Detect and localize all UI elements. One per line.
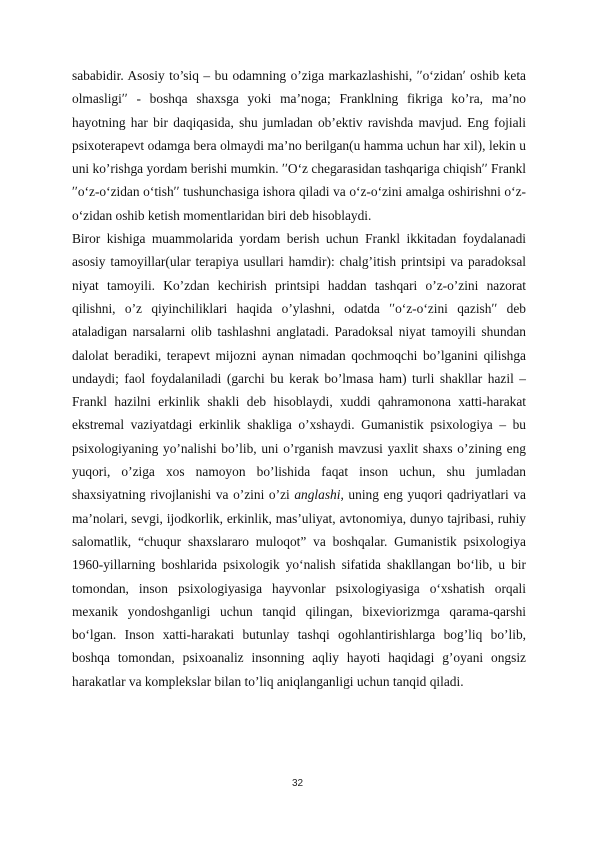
paragraph-1: sababidir. Asosiy to’siq – bu odamning o’ziga markazlashishi, ʹʹoʻzidanʹ oshib keta olmasligiʹʹ - boshqa shaxsga yoki ma’noga; Franklning fikriga ko’ra, ma’no hayotning har bir daqiqasida, shu jumladan ob’ektiv ravishda mavjud. Eng fojiali psixoterapevt odamga bera olmaydi ma’no berilgan(u hamma uchun har xil), lekin u uni ko’rishga yordam berishi mumkin. ʹʹOʻz chegarasidan tashqariga chiqishʹʹ Frankl ʹʹoʻz-oʻzidan oʻtishʹʹ tushunchasiga ishora qiladi va oʻz-oʻzini amalga oshirishni oʻz-oʻzidan oshib ketish momentlaridan biri deb hisoblaydi. bbox=[72, 68, 526, 223]
italic-term: anglashi bbox=[294, 487, 341, 503]
paragraph-2-tail: , uning eng yuqori qadriyatlari va ma’nolari, sevgi, ijodkorlik, erkinlik, mas’uliyat, avtonomiya, dunyo tajribasi, ruhiy salomatlik, “chuqur shaxslararo muloqot” va boshqalar. Gumanistik psixologiya 1960-yillarning boshlarida psixologik yoʻnalish sifatida shakllangan boʻlib, u bir tomondan, inson psixologiyasiga hayvonlar psixologiyasiga oʻxshatish orqali mexanik yondoshganligi uchun tanqid qilingan, bixeviorizmga qarama-qarshi boʻlgan. Inson xatti-harakati butunlay tashqi ogohlantirishlarga bog’liq bo’lib, boshqa tomondan, psixoanaliz insonning aqliy hayoti haqidagi g’oyani ongsiz harakatlar va komplekslar bilan to’liq aniqlanganligi uchun tanqid qiladi. bbox=[72, 487, 526, 689]
paragraph-2-text: Biror kishiga muammolarida yordam berish uchun Frankl ikkitadan foydalanadi asosiy tamoyillar(ular terapiya usullari hamdir): chalg’itish printsipi va paradoksal niyat tamoyili. Ko’zdan kechirish printsipi haddan tashqari o’z-o’zini nazorat qilishni, o’z qiyinchiliklari haqida o’ylashni, odatda ʹʹoʻz-oʻzini qazishʹʹ deb ataladigan narsalarni olib tashlashni anglatadi. Paradoksal niyat tamoyili shundan dalolat beradiki, terapevt mijozni aynan nimadan qochmoqchi bo’lganini qilishga undaydi; faol foydalaniladi (garchi bu kerak bo’lmasa ham) turli shakllar hazil – Frankl hazilni erkinlik shakli deb hisoblaydi, xuddi qahramonona xatti-harakat ekstremal vaziyatdagi erkinlik shakliga o’xshaydi. Gumanistik psixologiya – bu psixologiyaning yo’nalishi bo’lib, uni o’rganish mavzusi yaxlit shaxs o’zining eng yuqori, o’ziga xos namoyon bo’lishida faqat inson uchun, shu jumladan shaxsiyatning rivojlanishi va o’zini o’zi bbox=[72, 231, 526, 503]
document-page bbox=[72, 64, 526, 693]
page-number: 32 bbox=[291, 778, 304, 789]
paragraph-2 bbox=[72, 227, 526, 693]
